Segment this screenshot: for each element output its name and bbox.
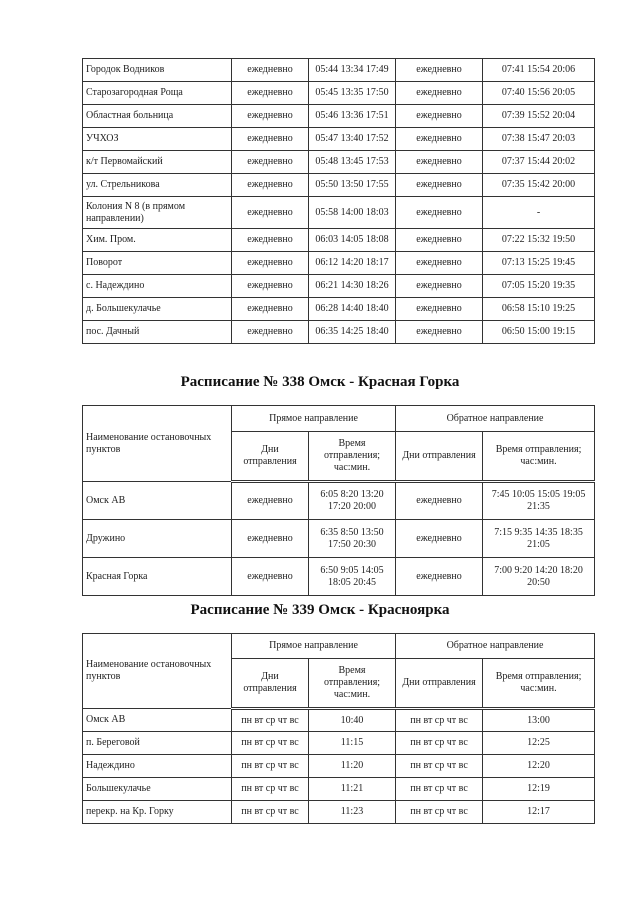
table-row bbox=[83, 59, 595, 82]
days-cell: ежедневно bbox=[232, 482, 309, 520]
forward-times-cell: 05:44 13:34 17:49 bbox=[309, 59, 396, 82]
days-cell: пн вт ср чт вс bbox=[232, 732, 309, 755]
back-times-cell: 07:39 15:52 20:04 bbox=[483, 105, 595, 128]
stop-name-cell: п. Береговой bbox=[83, 732, 232, 755]
days-cell: ежедневно bbox=[232, 59, 309, 82]
schedule-338-table bbox=[82, 405, 595, 596]
back-times-cell: 12:17 bbox=[483, 801, 595, 824]
back-direction-header: Обратное направление bbox=[396, 634, 595, 659]
days-back-cell: ежедневно bbox=[396, 197, 483, 229]
forward-times-cell: 06:35 14:25 18:40 bbox=[309, 321, 396, 344]
days-back-cell: ежедневно bbox=[396, 520, 483, 558]
table-row bbox=[83, 298, 595, 321]
days-cell: ежедневно bbox=[232, 174, 309, 197]
table-row bbox=[83, 128, 595, 151]
back-direction-header: Обратное направление bbox=[396, 406, 595, 432]
stop-name-cell: Поворот bbox=[83, 252, 232, 275]
forward-times-cell: 05:47 13:40 17:52 bbox=[309, 128, 396, 151]
back-times-cell: 07:35 15:42 20:00 bbox=[483, 174, 595, 197]
table-row bbox=[83, 252, 595, 275]
days-back-cell: пн вт ср чт вс bbox=[396, 778, 483, 801]
back-times-cell: 7:45 10:05 15:05 19:05 21:35 bbox=[483, 482, 595, 520]
table-row bbox=[83, 558, 595, 596]
back-times-cell: 13:00 bbox=[483, 709, 595, 732]
schedule-339-table bbox=[82, 633, 595, 824]
stop-name-cell: Колония N 8 (в прямом направлении) bbox=[83, 197, 232, 229]
days-back-cell: ежедневно bbox=[396, 321, 483, 344]
table-row bbox=[83, 755, 595, 778]
back-times-cell: 07:40 15:56 20:05 bbox=[483, 82, 595, 105]
stop-name-cell: пос. Дачный bbox=[83, 321, 232, 344]
back-times-cell: 07:05 15:20 19:35 bbox=[483, 275, 595, 298]
table-row bbox=[83, 82, 595, 105]
forward-times-cell: 10:40 bbox=[309, 709, 396, 732]
days-cell: ежедневно bbox=[232, 558, 309, 596]
schedule-339-body bbox=[83, 709, 595, 824]
days-cell: ежедневно bbox=[232, 275, 309, 298]
back-times-cell: 07:22 15:32 19:50 bbox=[483, 229, 595, 252]
forward-times-cell: 06:03 14:05 18:08 bbox=[309, 229, 396, 252]
days-cell: ежедневно bbox=[232, 82, 309, 105]
stop-name-cell: к/т Первомайский bbox=[83, 151, 232, 174]
days-cell: пн вт ср чт вс bbox=[232, 801, 309, 824]
back-times-cell: 07:38 15:47 20:03 bbox=[483, 128, 595, 151]
back-times-cell: 07:41 15:54 20:06 bbox=[483, 59, 595, 82]
days-cell: ежедневно bbox=[232, 298, 309, 321]
schedule-table-body bbox=[83, 59, 595, 344]
forward-times-cell: 05:48 13:45 17:53 bbox=[309, 151, 396, 174]
days-back-cell: ежедневно bbox=[396, 82, 483, 105]
time-header-back: Время отправления; час:мин. bbox=[483, 659, 595, 709]
stop-name-cell: Красная Горка bbox=[83, 558, 232, 596]
table-row bbox=[83, 520, 595, 558]
time-header-back: Время отправления; час:мин. bbox=[483, 432, 595, 482]
stop-name-cell: перекр. на Кр. Горку bbox=[83, 801, 232, 824]
days-back-cell: ежедневно bbox=[396, 275, 483, 298]
days-back-cell: пн вт ср чт вс bbox=[396, 709, 483, 732]
table-row bbox=[83, 151, 595, 174]
stop-name-cell: с. Надеждино bbox=[83, 275, 232, 298]
back-times-cell: 12:20 bbox=[483, 755, 595, 778]
schedule-338-body bbox=[83, 482, 595, 596]
stop-name-cell: Областная больница bbox=[83, 105, 232, 128]
forward-times-cell: 06:12 14:20 18:17 bbox=[309, 252, 396, 275]
days-cell: пн вт ср чт вс bbox=[232, 778, 309, 801]
days-header: Дни отправления bbox=[232, 659, 309, 709]
days-back-cell: ежедневно bbox=[396, 59, 483, 82]
back-times-cell: 06:50 15:00 19:15 bbox=[483, 321, 595, 344]
days-back-cell: ежедневно bbox=[396, 105, 483, 128]
forward-times-cell: 11:23 bbox=[309, 801, 396, 824]
back-times-cell: 07:13 15:25 19:45 bbox=[483, 252, 595, 275]
days-back-cell: пн вт ср чт вс bbox=[396, 732, 483, 755]
table-row bbox=[83, 275, 595, 298]
days-back-cell: пн вт ср чт вс bbox=[396, 801, 483, 824]
stop-name-cell: УЧХОЗ bbox=[83, 128, 232, 151]
schedule-table-continued bbox=[82, 58, 595, 344]
days-cell: ежедневно bbox=[232, 197, 309, 229]
table-row bbox=[83, 801, 595, 824]
table-row bbox=[83, 778, 595, 801]
days-back-cell: ежедневно bbox=[396, 229, 483, 252]
table-row bbox=[83, 732, 595, 755]
stop-name-cell: Омск АВ bbox=[83, 482, 232, 520]
days-cell: ежедневно bbox=[232, 252, 309, 275]
time-header: Время отправления; час:мин. bbox=[309, 432, 396, 482]
days-back-cell: ежедневно bbox=[396, 298, 483, 321]
back-times-cell: 06:58 15:10 19:25 bbox=[483, 298, 595, 321]
table-row bbox=[83, 229, 595, 252]
days-back-cell: ежедневно bbox=[396, 174, 483, 197]
back-times-cell: - bbox=[483, 197, 595, 229]
stop-name-cell: Надеждино bbox=[83, 755, 232, 778]
days-header: Дни отправления bbox=[232, 432, 309, 482]
days-cell: ежедневно bbox=[232, 229, 309, 252]
days-back-cell: ежедневно bbox=[396, 482, 483, 520]
table-row bbox=[83, 197, 595, 229]
table-row bbox=[83, 321, 595, 344]
table-row bbox=[83, 709, 595, 732]
forward-times-cell: 6:05 8:20 13:20 17:20 20:00 bbox=[309, 482, 396, 520]
days-back-cell: ежедневно bbox=[396, 151, 483, 174]
forward-times-cell: 05:58 14:00 18:03 bbox=[309, 197, 396, 229]
forward-times-cell: 05:50 13:50 17:55 bbox=[309, 174, 396, 197]
days-cell: пн вт ср чт вс bbox=[232, 755, 309, 778]
forward-times-cell: 11:21 bbox=[309, 778, 396, 801]
forward-direction-header: Прямое направление bbox=[232, 634, 396, 659]
stop-name-cell: Большекулачье bbox=[83, 778, 232, 801]
stop-name-cell: Городок Водников bbox=[83, 59, 232, 82]
days-header-back: Дни отправления bbox=[396, 432, 483, 482]
stop-name-header: Наименование остановочных пунктов bbox=[83, 406, 232, 482]
stop-name-cell: Омск АВ bbox=[83, 709, 232, 732]
forward-times-cell: 6:35 8:50 13:50 17:50 20:30 bbox=[309, 520, 396, 558]
days-cell: ежедневно bbox=[232, 321, 309, 344]
stop-name-cell: Дружино bbox=[83, 520, 232, 558]
stop-name-cell: Старозагородная Роща bbox=[83, 82, 232, 105]
back-times-cell: 12:19 bbox=[483, 778, 595, 801]
schedule-339-title: Расписание № 339 Омск - Красноярка bbox=[190, 602, 450, 618]
forward-direction-header: Прямое направление bbox=[232, 406, 396, 432]
days-cell: пн вт ср чт вс bbox=[232, 709, 309, 732]
time-header: Время отправления; час:мин. bbox=[309, 659, 396, 709]
days-cell: ежедневно bbox=[232, 128, 309, 151]
stop-name-cell: ул. Стрельникова bbox=[83, 174, 232, 197]
days-cell: ежедневно bbox=[232, 520, 309, 558]
back-times-cell: 12:25 bbox=[483, 732, 595, 755]
days-cell: ежедневно bbox=[232, 151, 309, 174]
days-back-cell: ежедневно bbox=[396, 252, 483, 275]
forward-times-cell: 05:46 13:36 17:51 bbox=[309, 105, 396, 128]
table-row bbox=[83, 174, 595, 197]
forward-times-cell: 05:45 13:35 17:50 bbox=[309, 82, 396, 105]
forward-times-cell: 11:20 bbox=[309, 755, 396, 778]
back-times-cell: 7:15 9:35 14:35 18:35 21:05 bbox=[483, 520, 595, 558]
days-back-cell: пн вт ср чт вс bbox=[396, 755, 483, 778]
schedule-338-title: Расписание № 338 Омск - Красная Горка bbox=[180, 374, 460, 390]
days-back-cell: ежедневно bbox=[396, 558, 483, 596]
stop-name-cell: д. Большекулачье bbox=[83, 298, 232, 321]
stop-name-cell: Хим. Пром. bbox=[83, 229, 232, 252]
back-times-cell: 7:00 9:20 14:20 18:20 20:50 bbox=[483, 558, 595, 596]
table-row bbox=[83, 105, 595, 128]
forward-times-cell: 11:15 bbox=[309, 732, 396, 755]
days-header-back: Дни отправления bbox=[396, 659, 483, 709]
forward-times-cell: 06:28 14:40 18:40 bbox=[309, 298, 396, 321]
forward-times-cell: 06:21 14:30 18:26 bbox=[309, 275, 396, 298]
days-back-cell: ежедневно bbox=[396, 128, 483, 151]
stop-name-header: Наименование остановочных пунктов bbox=[83, 634, 232, 709]
back-times-cell: 07:37 15:44 20:02 bbox=[483, 151, 595, 174]
table-row bbox=[83, 482, 595, 520]
forward-times-cell: 6:50 9:05 14:05 18:05 20:45 bbox=[309, 558, 396, 596]
days-cell: ежедневно bbox=[232, 105, 309, 128]
